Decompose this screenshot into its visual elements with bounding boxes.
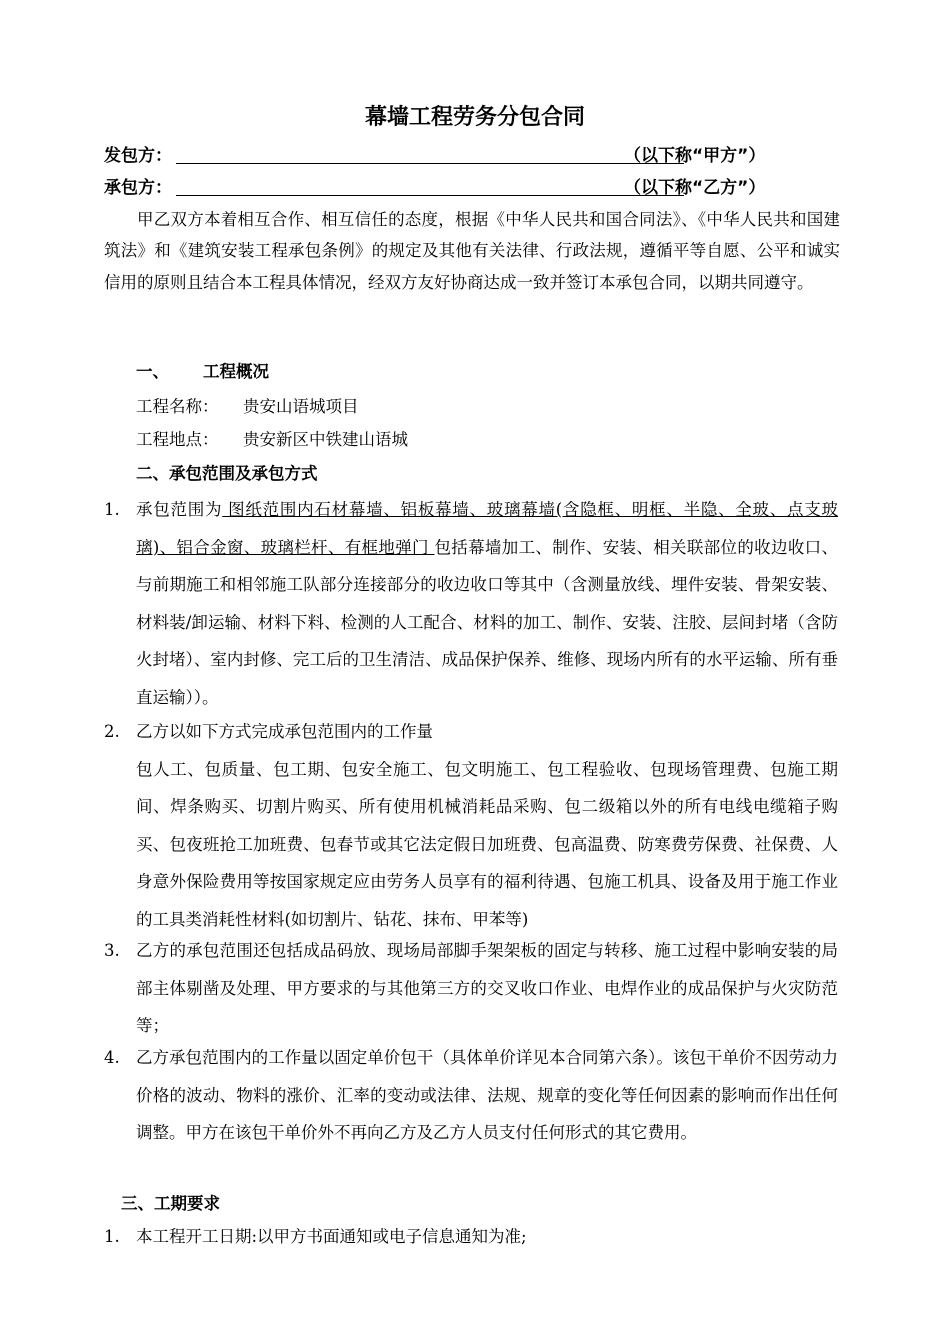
- section1-number: 一、: [136, 362, 169, 381]
- item-number: 2.: [104, 722, 120, 741]
- scope-item-1: [136, 491, 838, 717]
- item-number: 4.: [104, 1048, 120, 1067]
- section2-title: 二、承包范围及承包方式: [136, 464, 318, 483]
- party-b-blank-line: [176, 195, 684, 196]
- scope-item-2: [136, 713, 838, 939]
- section1-title: 工程概况: [203, 362, 269, 381]
- project-name-value: 贵安山语城项目: [243, 397, 359, 416]
- party-a-row: [104, 141, 844, 171]
- project-site-value: 贵安新区中铁建山语城: [243, 430, 408, 449]
- item-number: 1.: [104, 500, 120, 519]
- party-a-label: 发包方：: [104, 146, 172, 166]
- intro-paragraph: 甲乙双方本着相互合作、相互信任的态度，根据《中华人民共和国合同法》、《中华人民共和国建筑法》和《建筑安装工程承包条例》的规定及其他有关法律、行政法规，遵循平等自愿、公平和诚实信用的原则且结合本工程具体情况，经双方友好协商达成一致并签订本承包合同，以期共同遵守。: [104, 210, 840, 292]
- schedule-item-1: 本工程开工日期:以甲方书面通知或电子信息通知为准;: [136, 1227, 527, 1246]
- party-a-blank-line: [176, 163, 684, 164]
- item-number: 1.: [104, 1227, 120, 1246]
- project-name-label: 工程名称：: [136, 397, 219, 416]
- scope-rest: 包括幕墙加工、制作、安装、相关联部位的收边收口、与前期施工和相邻施工队部分连接部分的收边收口等其中（含测量放线、埋件安装、骨架安装、材料装/卸运输、材料下料、检测的人工配合、材料的加工、制作、安装、注胶、层间封堵（含防火封堵）、室内封修、完工后的卫生清洁、成品保护保养、维修、现场内所有的水平运输、所有垂直运输））。: [136, 537, 839, 707]
- party-b-note: （以下称“乙方”）: [624, 178, 766, 198]
- scope-item-3: 乙方的承包范围还包括成品码放、现场局部脚手架架板的固定与转移、施工过程中影响安装的局部主体剔凿及处理、甲方要求的与其他第三方的交叉收口作业、电焊作业的成品保护与火灾防范等；: [136, 941, 838, 1036]
- scope-item-2-lead: 乙方以如下方式完成承包范围内的工作量: [136, 722, 433, 741]
- scope-item-2-detail: 包人工、包质量、包工期、包安全施工、包文明施工、包工程验收、包现场管理费、包施工期间、焊条购买、切割片购买、所有使用机械消耗品采购、包二级箱以外的所有电线电缆箱子购买、包夜班抢工加班费、包春节或其它法定假日加班费、包高温费、防寒费劳保费、社保费、人身意外保险费用等按国家规定应由劳务人员享有的福利待遇、包施工机具、设备及用于施工作业的工具类消耗性材料(如切割片、钻花、抹布、甲苯等): [136, 759, 838, 929]
- section3-title: 三、工期要求: [121, 1194, 220, 1213]
- party-b-row: [104, 173, 844, 203]
- scope-underlined: 图纸范围内石材幕墙、铝板幕墙、玻璃幕墙(含隐框、明框、半隐、全玻、点支玻璃)、铝合金窗、玻璃栏杆、有框地弹门: [136, 500, 839, 557]
- document-title: 幕墙工程劳务分包合同: [364, 105, 585, 130]
- project-site-label: 工程地点：: [136, 430, 219, 449]
- scope-item-4: 乙方承包范围内的工作量以固定单价包干（具体单价详见本合同第六条）。该包干单价不因劳动力价格的波动、物料的涨价、汇率的变动或法律、法规、规章的变化等任何因素的影响而作出任何调整。甲方在该包干单价外不再向乙方及乙方人员支付任何形式的其它费用。: [136, 1048, 838, 1143]
- party-a-note: （以下称“甲方”）: [624, 146, 766, 166]
- party-b-label: 承包方：: [104, 178, 172, 198]
- scope-prefix: 承包范围为: [136, 500, 223, 519]
- item-number: 3.: [104, 941, 120, 960]
